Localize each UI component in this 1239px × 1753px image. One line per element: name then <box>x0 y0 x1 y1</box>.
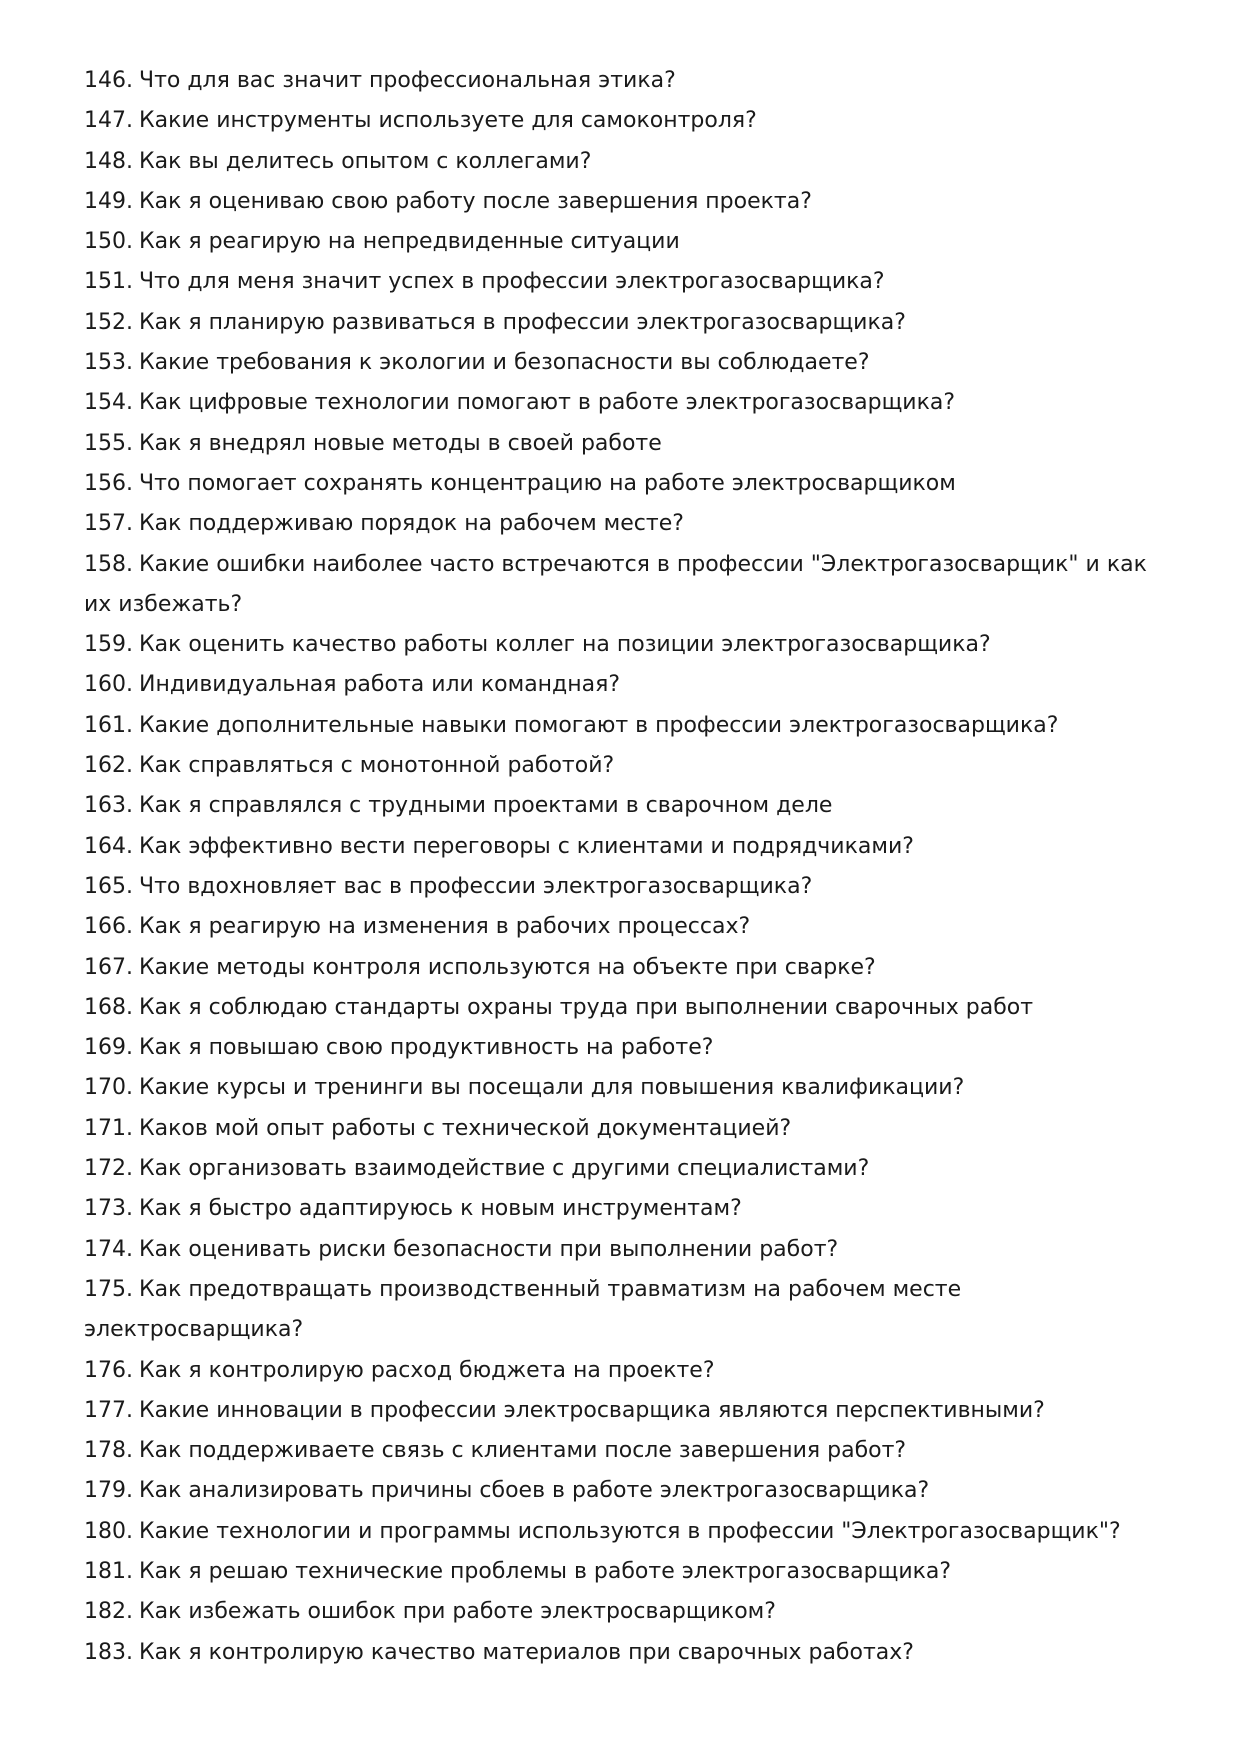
question-number: 173. <box>84 1196 133 1222</box>
list-item <box>84 182 1159 222</box>
list-item <box>84 262 1159 302</box>
question-number: 167. <box>84 954 133 980</box>
question-number: 152. <box>84 309 133 335</box>
list-item <box>84 303 1159 343</box>
question-number: 168. <box>84 994 133 1020</box>
question-text: Как справляться с монотонной работой? <box>138 753 615 779</box>
question-text: Как я оцениваю свою работу после завершения проекта? <box>138 188 812 214</box>
question-number: 172. <box>84 1156 133 1182</box>
question-text: Как оценивать риски безопасности при выполнении работ? <box>138 1236 839 1262</box>
question-number: 163. <box>84 793 133 819</box>
question-text: Как я повышаю свою продуктивность на работе? <box>138 1035 714 1061</box>
list-item <box>84 222 1159 262</box>
question-number: 150. <box>84 229 133 255</box>
list-item <box>84 786 1159 826</box>
question-number: 159. <box>84 632 133 658</box>
question-text: Как я реагирую на изменения в рабочих процессах? <box>138 914 751 940</box>
question-text: Как поддерживаете связь с клиентами после завершения работ? <box>138 1438 907 1464</box>
question-text: Что помогает сохранять концентрацию на работе электросварщиком <box>138 470 956 496</box>
list-item <box>84 383 1159 423</box>
question-text: Как я решаю технические проблемы в работе электрогазосварщика? <box>138 1558 952 1584</box>
question-list <box>84 61 1159 1673</box>
question-number: 179. <box>84 1478 133 1504</box>
question-number: 162. <box>84 753 133 779</box>
list-item <box>84 424 1159 464</box>
question-text: Как цифровые технологии помогают в работе электрогазосварщика? <box>138 390 956 416</box>
list-item <box>84 1391 1159 1431</box>
question-number: 178. <box>84 1438 133 1464</box>
question-number: 160. <box>84 672 133 698</box>
question-number: 148. <box>84 148 133 174</box>
question-text: Какие требования к экологии и безопасности вы соблюдаете? <box>138 350 870 376</box>
question-text: Как организовать взаимодействие с другими специалистами? <box>138 1156 870 1182</box>
question-text: Как я внедрял новые методы в своей работе <box>138 430 662 456</box>
list-item <box>84 1028 1159 1068</box>
question-text: Как эффективно вести переговоры с клиентами и подрядчиками? <box>138 833 914 859</box>
list-item <box>84 665 1159 705</box>
question-text: Как я контролирую качество материалов при сварочных работах? <box>138 1639 914 1665</box>
question-number: 169. <box>84 1035 133 1061</box>
question-text: Как я справлялся с трудными проектами в сварочном деле <box>138 793 833 819</box>
list-item <box>84 746 1159 786</box>
list-item <box>84 948 1159 988</box>
question-number: 181. <box>84 1558 133 1584</box>
question-number: 155. <box>84 430 133 456</box>
question-text: Какие инновации в профессии электросварщика являются перспективными? <box>138 1397 1045 1423</box>
question-text: Как я быстро адаптируюсь к новым инструментам? <box>138 1196 742 1222</box>
question-number: 170. <box>84 1075 133 1101</box>
list-item <box>84 1189 1159 1229</box>
list-item <box>84 1512 1159 1552</box>
list-item <box>84 545 1159 626</box>
list-item <box>84 1431 1159 1471</box>
question-text: Как вы делитесь опытом с коллегами? <box>138 148 592 174</box>
question-number: 149. <box>84 188 133 214</box>
question-number: 166. <box>84 914 133 940</box>
list-item <box>84 61 1159 101</box>
question-text: Каков мой опыт работы с технической документацией? <box>138 1115 792 1141</box>
question-number: 174. <box>84 1236 133 1262</box>
question-number: 176. <box>84 1357 133 1383</box>
list-item <box>84 1351 1159 1391</box>
question-number: 147. <box>84 108 133 134</box>
question-text: Как я контролирую расход бюджета на проекте? <box>138 1357 715 1383</box>
question-text: Какие методы контроля используются на объекте при сварке? <box>138 954 876 980</box>
list-item <box>84 706 1159 746</box>
question-number: 158. <box>84 551 133 577</box>
list-item <box>84 464 1159 504</box>
list-item <box>84 1592 1159 1632</box>
question-number: 154. <box>84 390 133 416</box>
list-item <box>84 1230 1159 1270</box>
question-number: 164. <box>84 833 133 859</box>
question-text: Что для вас значит профессиональная этика? <box>138 68 676 93</box>
question-text: Что вдохновляет вас в профессии электрогазосварщика? <box>138 873 813 899</box>
question-number: 151. <box>84 269 133 295</box>
list-item <box>84 1068 1159 1108</box>
question-number: 171. <box>84 1115 133 1141</box>
question-number: 182. <box>84 1599 133 1625</box>
list-item <box>84 867 1159 907</box>
list-item <box>84 504 1159 544</box>
question-text: Как предотвращать производственный травматизм на рабочем месте электросварщика? <box>84 1276 962 1343</box>
question-text: Какие ошибки наиболее часто встречаются в профессии "Электрогазосварщик" и как их избежать? <box>84 551 1147 617</box>
question-number: 165. <box>84 873 133 899</box>
list-item <box>84 1633 1159 1673</box>
list-item <box>84 1471 1159 1511</box>
question-text: Индивидуальная работа или командная? <box>138 672 621 698</box>
question-number: 183. <box>84 1639 133 1665</box>
list-item <box>84 988 1159 1028</box>
list-item <box>84 343 1159 383</box>
question-text: Какие дополнительные навыки помогают в профессии электрогазосварщика? <box>138 712 1059 738</box>
question-text: Какие технологии и программы используются в профессии "Электрогазосварщик"? <box>138 1518 1121 1544</box>
list-item <box>84 625 1159 665</box>
question-text: Как я соблюдаю стандарты охраны труда при выполнении сварочных работ <box>138 994 1034 1020</box>
question-number: 157. <box>84 511 133 537</box>
question-text: Что для меня значит успех в профессии электрогазосварщика? <box>138 269 885 295</box>
question-number: 156. <box>84 470 133 496</box>
list-item <box>84 827 1159 867</box>
list-item <box>84 1552 1159 1592</box>
question-text: Как поддерживаю порядок на рабочем месте? <box>138 511 684 537</box>
list-item <box>84 142 1159 182</box>
list-item <box>84 101 1159 141</box>
question-number: 177. <box>84 1397 133 1423</box>
question-text: Как избежать ошибок при работе электросварщиком? <box>138 1599 776 1625</box>
question-number: 153. <box>84 350 133 376</box>
question-number: 146. <box>84 68 133 93</box>
question-number: 180. <box>84 1518 133 1544</box>
list-item <box>84 907 1159 947</box>
question-text: Какие курсы и тренинги вы посещали для повышения квалификации? <box>138 1075 965 1101</box>
list-item <box>84 1149 1159 1189</box>
question-text: Как оценить качество работы коллег на позиции электрогазосварщика? <box>138 632 991 658</box>
question-text: Как я реагирую на непредвиденные ситуации <box>138 229 680 255</box>
question-text: Как я планирую развиваться в профессии электрогазосварщика? <box>138 309 906 335</box>
question-text: Как анализировать причины сбоев в работе электрогазосварщика? <box>138 1478 930 1504</box>
question-number: 175. <box>84 1276 133 1302</box>
list-item <box>84 1109 1159 1149</box>
question-text: Какие инструменты используете для самоконтроля? <box>138 108 757 134</box>
question-number: 161. <box>84 712 133 738</box>
list-item <box>84 1270 1159 1351</box>
